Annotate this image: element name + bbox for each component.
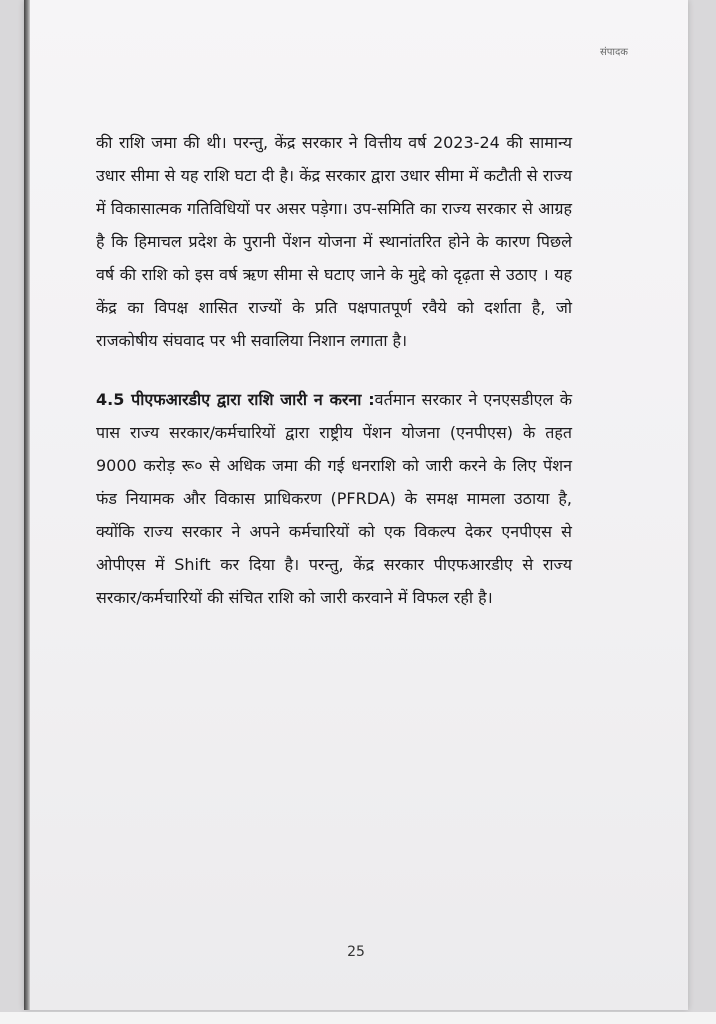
running-head: संपादक xyxy=(599,47,628,58)
paragraph-1: की राशि जमा की थी। परन्तु, केंद्र सरकार ने वित्तीय वर्ष 2023-24 की सामान्य उधार सीमा से यह राशि घटा दी है। केंद्र सरकार द्वारा उधार सीमा में कटौती से राज्य में विकासात्मक गतिविधियों पर असर पड़ेगा। उप-समिति का राज्य सरकार से आग्रह है कि हिमाचल प्रदेश के पुरानी पेंशन योजना में स्थानांतरित होने के कारण पिछले वर्ष की राशि को इस वर्ष ऋण सीमा से घटाए जाने के मुद्दे को दृढ़ता से उठाए । यह केंद्र का विपक्ष शासित राज्यों के प्रति पक्षपातपूर्ण रवैये को दर्शाता है, जो राजकोषीय संघवाद पर भी सवालिया निशान लगाता है। xyxy=(96,133,572,350)
page-number: 25 xyxy=(347,944,365,960)
book-page xyxy=(24,0,688,1010)
section-4-5 xyxy=(96,383,572,614)
section-body: वर्तमान सरकार ने एनएसडीएल के पास राज्य सरकार/कर्मचारियों द्वारा राष्ट्रीय पेंशन योजना (एनपीएस) के तहत 9000 करोड़ रू० से अधिक जमा की गई धनराशि को जारी करने के लिए पेंशन फंड नियामक और विकास प्राधिकरण (PFRDA) के समक्ष मामला उठाया है, क्योंकि राज्य सरकार ने अपने कर्मचारियों को एक विकल्प देकर एनपीएस से ओपीएस में Shift कर दिया है। परन्तु, केंद्र सरकार पीएफआरडीए से राज्य सरकार/कर्मचारियों की संचित राशि को जारी करवाने में विफल रही है। xyxy=(96,390,572,607)
section-heading: 4.5 पीएफआरडीए द्वारा राशि जारी न करना : xyxy=(96,390,375,409)
book-spine-shadow xyxy=(24,0,30,1010)
body-text xyxy=(96,126,572,614)
bottom-edge xyxy=(0,1012,716,1024)
